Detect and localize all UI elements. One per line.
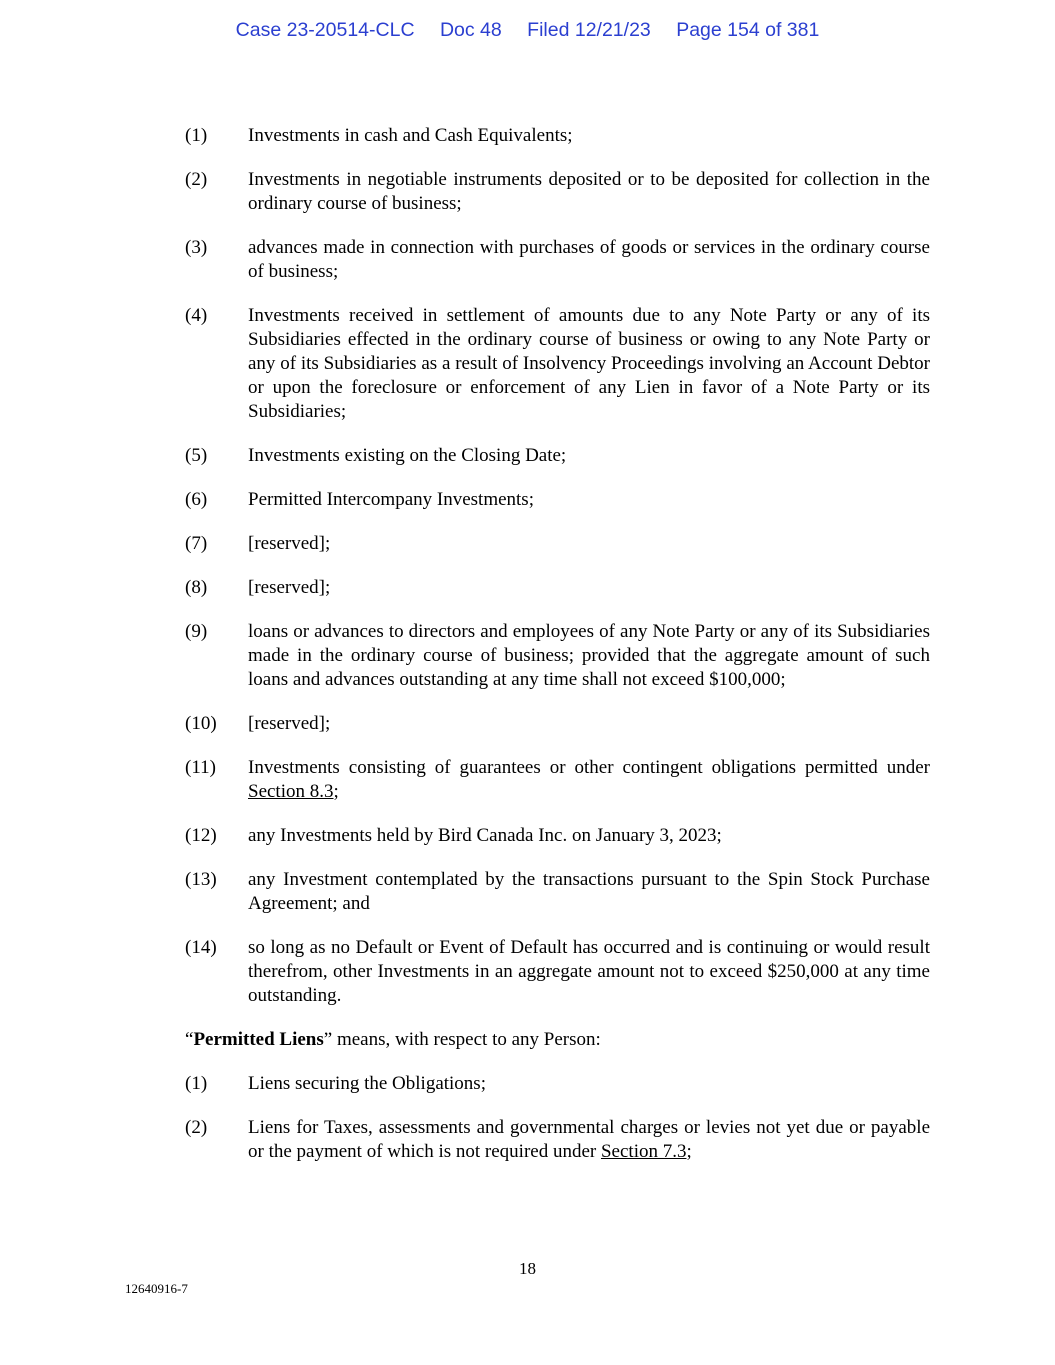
item-number: (9) bbox=[185, 621, 208, 642]
list-item bbox=[185, 532, 930, 556]
doc-number: Doc 48 bbox=[439, 19, 502, 41]
item-number: (3) bbox=[185, 237, 208, 258]
item-text: [reserved]; bbox=[248, 577, 331, 598]
list-item bbox=[185, 936, 930, 1008]
item-number: (2) bbox=[185, 169, 208, 190]
item-text: Investments in negotiable instruments deposited or to be deposited for collection in the ordinary course of business; bbox=[248, 169, 930, 214]
item-number: (14) bbox=[185, 937, 217, 958]
item-number: (10) bbox=[185, 713, 217, 734]
document-body bbox=[185, 124, 930, 1184]
court-filing-header bbox=[0, 19, 1055, 42]
item-text bbox=[248, 1116, 930, 1164]
list-item bbox=[185, 712, 930, 736]
item-number: (13) bbox=[185, 869, 217, 890]
case-number: Case 23-20514-CLC bbox=[235, 19, 415, 41]
list-item bbox=[185, 756, 930, 804]
list-item bbox=[185, 236, 930, 284]
item-text bbox=[248, 756, 930, 804]
open-quote: “ bbox=[185, 1029, 194, 1050]
item-text: Liens securing the Obligations; bbox=[248, 1073, 486, 1094]
item-text-before: Liens for Taxes, assessments and governmental charges or levies not yet due or payable or the payment of which is not required under bbox=[248, 1117, 930, 1162]
item-text: Investments existing on the Closing Date; bbox=[248, 445, 567, 466]
item-number: (4) bbox=[185, 305, 208, 326]
list-item bbox=[185, 444, 930, 468]
item-text: loans or advances to directors and employees of any Note Party or any of its Subsidiaries made in the ordinary course of business; provided that the aggregate amount of such loans and advances outstanding at any time shall not exceed $100,000; bbox=[248, 621, 930, 690]
list-item bbox=[185, 576, 930, 600]
item-text: [reserved]; bbox=[248, 533, 331, 554]
section-reference-link[interactable]: Section 7.3 bbox=[600, 1141, 687, 1162]
item-text-after: ; bbox=[333, 781, 339, 802]
item-number: (6) bbox=[185, 489, 208, 510]
item-text-after: ; bbox=[686, 1141, 692, 1162]
list-item bbox=[185, 868, 930, 916]
item-number: (12) bbox=[185, 825, 217, 846]
item-number: (7) bbox=[185, 533, 208, 554]
item-text: any Investments held by Bird Canada Inc. on January 3, 2023; bbox=[248, 825, 722, 846]
list-item bbox=[185, 1072, 930, 1096]
item-number: (11) bbox=[185, 757, 216, 778]
item-text: so long as no Default or Event of Default has occurred and is continuing or would result therefrom, other Investments in an aggregate amount not to exceed $250,000 at any time outstanding. bbox=[248, 937, 930, 1006]
item-number: (8) bbox=[185, 577, 208, 598]
item-text: Investments in cash and Cash Equivalents; bbox=[248, 125, 573, 146]
list-item bbox=[185, 124, 930, 148]
document-id: 12640916-7 bbox=[125, 1281, 188, 1296]
item-text: any Investment contemplated by the transactions pursuant to the Spin Stock Purchase Agreement; and bbox=[248, 869, 930, 914]
item-text: Permitted Intercompany Investments; bbox=[248, 489, 534, 510]
page-number: 18 bbox=[519, 1259, 536, 1278]
list-item bbox=[185, 620, 930, 692]
item-number: (5) bbox=[185, 445, 208, 466]
item-text: Investments received in settlement of amounts due to any Note Party or any of its Subsidiaries effected in the ordinary course of business or owing to any Note Party or any of its Subsidiaries as a result of Insolvency Proceedings involving an Account Debtor or upon the foreclosure or enforcement of any Lien in favor of a Note Party or its Subsidiaries; bbox=[248, 305, 930, 422]
item-text: advances made in connection with purchases of goods or services in the ordinary course of business; bbox=[248, 237, 930, 282]
definition-lead: ” means, with respect to any Person: bbox=[323, 1029, 601, 1050]
defined-term: Permitted Liens bbox=[193, 1029, 324, 1050]
list-item bbox=[185, 1116, 930, 1164]
list-item bbox=[185, 824, 930, 848]
page-count: Page 154 of 381 bbox=[676, 19, 820, 41]
item-text: [reserved]; bbox=[248, 713, 331, 734]
list-item bbox=[185, 488, 930, 512]
definition-paragraph bbox=[185, 1028, 930, 1052]
item-text-before: Investments consisting of guarantees or other contingent obligations permitted under bbox=[248, 757, 930, 778]
list-item bbox=[185, 304, 930, 424]
list-item bbox=[185, 168, 930, 216]
filed-date: Filed 12/21/23 bbox=[527, 19, 651, 41]
item-number: (1) bbox=[185, 1073, 208, 1094]
section-reference-link[interactable]: Section 8.3 bbox=[248, 781, 334, 802]
item-number: (1) bbox=[185, 125, 208, 146]
item-number: (2) bbox=[185, 1117, 208, 1138]
